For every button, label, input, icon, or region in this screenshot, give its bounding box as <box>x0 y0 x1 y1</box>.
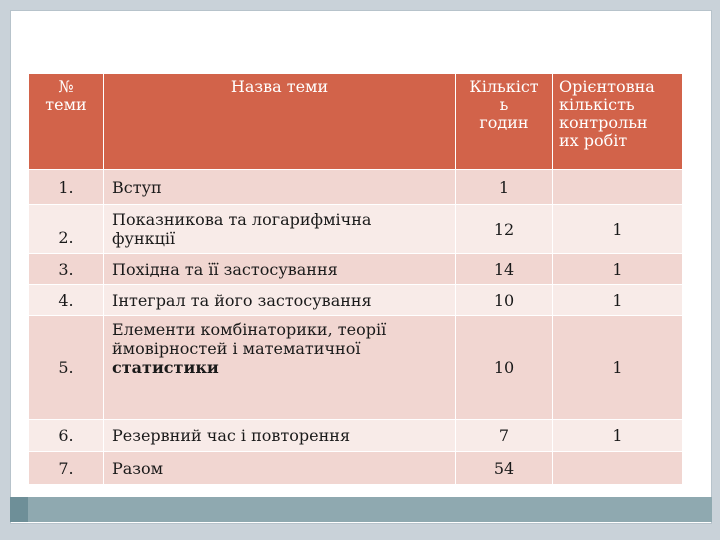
table-header-row <box>29 74 683 170</box>
header-tests: Орієнтовна кількість контрольн их робіт <box>553 74 683 170</box>
row-hours: 1 <box>456 170 553 205</box>
row-topic: Елементи комбінаторики, теорії ймовірностей і математичної статистики <box>104 316 456 420</box>
table-row <box>29 420 683 452</box>
row-hours: 14 <box>456 254 553 285</box>
table-row <box>29 254 683 285</box>
row-hours: 54 <box>456 452 553 485</box>
row-topic: Разом <box>104 452 456 485</box>
header-hours: Кількіст ь годин <box>456 74 553 170</box>
row-tests: 1 <box>553 316 683 420</box>
row-tests: 1 <box>553 285 683 316</box>
row-tests: 1 <box>553 254 683 285</box>
header-topic-number: № теми <box>29 74 104 170</box>
row-topic: Вступ <box>104 170 456 205</box>
table-row <box>29 316 683 420</box>
header-topic-name: Назва теми <box>104 74 456 170</box>
row-number: 1. <box>29 170 104 205</box>
table-row <box>29 170 683 205</box>
row-tests <box>553 452 683 485</box>
row-number: 2. <box>29 205 104 254</box>
row-number: 3. <box>29 254 104 285</box>
row-topic: Інтеграл та його застосування <box>104 285 456 316</box>
row-hours: 10 <box>456 285 553 316</box>
row-tests <box>553 170 683 205</box>
row-number: 5. <box>29 316 104 420</box>
row-tests: 1 <box>553 205 683 254</box>
row-topic: Похідна та її застосування <box>104 254 456 285</box>
row-tests: 1 <box>553 420 683 452</box>
table-row <box>29 205 683 254</box>
slide-footer-bar <box>10 497 712 522</box>
row-hours: 7 <box>456 420 553 452</box>
topics-table <box>28 73 683 485</box>
table-row <box>29 452 683 485</box>
row-hours: 12 <box>456 205 553 254</box>
row-topic: Резервний час і повторення <box>104 420 456 452</box>
row-number: 4. <box>29 285 104 316</box>
row-hours: 10 <box>456 316 553 420</box>
table-row <box>29 285 683 316</box>
row-number: 7. <box>29 452 104 485</box>
row-number: 6. <box>29 420 104 452</box>
row-topic: Показникова та логарифмічна функції <box>104 205 456 254</box>
